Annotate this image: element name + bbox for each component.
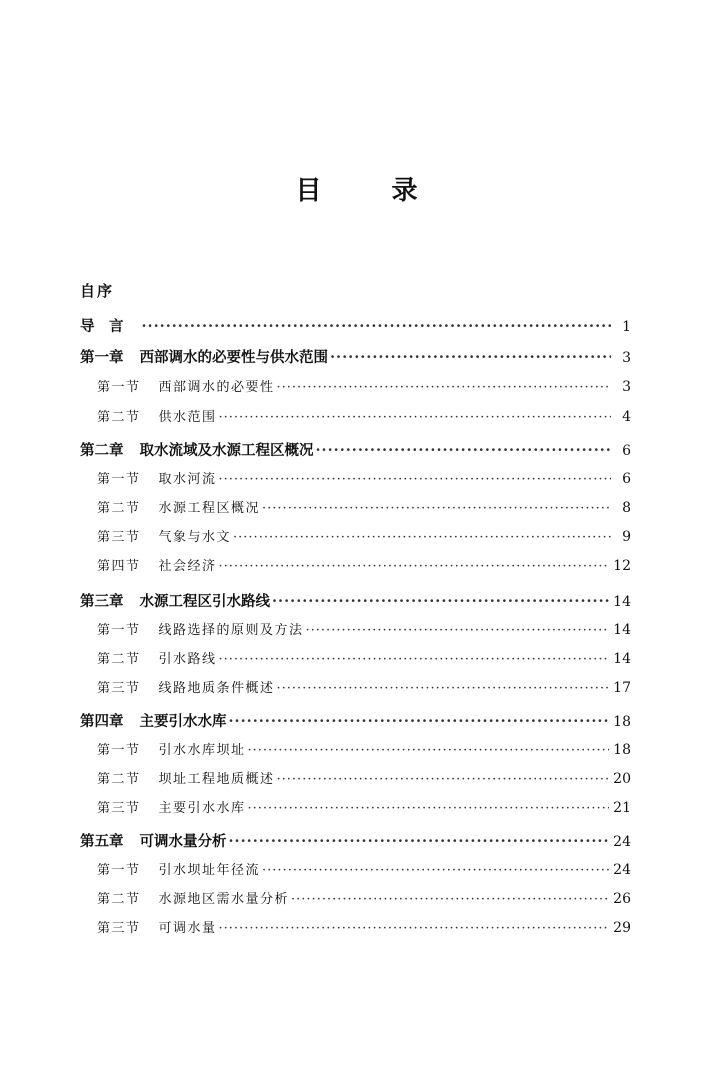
toc-leader-dots bbox=[233, 530, 611, 545]
toc-entry-label bbox=[97, 555, 217, 574]
toc-entry-label bbox=[97, 797, 246, 816]
toc-section-row bbox=[97, 497, 631, 516]
toc-page-number: 12 bbox=[613, 558, 631, 574]
toc-chapter-row bbox=[80, 590, 631, 611]
toc-entry-label bbox=[80, 315, 140, 336]
toc-page-number: 3 bbox=[622, 350, 631, 366]
toc-entry-title: 可调水量 bbox=[158, 921, 217, 936]
toc-page-number: 14 bbox=[613, 651, 631, 667]
toc-section-row bbox=[97, 739, 631, 758]
toc-leader-dots bbox=[306, 623, 610, 638]
toc-section-row bbox=[97, 555, 631, 574]
toc-entry-title: 水源工程区引水路线 bbox=[139, 593, 270, 610]
toc-entry-number: 第一节 bbox=[97, 623, 141, 638]
toc-entry-number: 第一节 bbox=[97, 743, 141, 758]
toc-entry-title: 线路选择的原则及方法 bbox=[158, 623, 304, 638]
toc-entry-label bbox=[97, 497, 260, 516]
toc-entry-title: 气象与水文 bbox=[158, 530, 232, 545]
toc-entry-label bbox=[80, 346, 328, 367]
toc-leader-dots bbox=[142, 318, 612, 335]
toc-entry-title: 供水范围 bbox=[158, 410, 217, 425]
toc-page-number: 9 bbox=[622, 529, 631, 545]
toc-entry-title: 西部调水的必要性 bbox=[158, 380, 275, 395]
toc-chapter-row bbox=[80, 830, 631, 851]
toc-page-number: 1 bbox=[622, 319, 631, 335]
toc-section-row bbox=[97, 768, 631, 787]
toc-entry-label bbox=[97, 648, 217, 667]
toc-entry-number: 第一节 bbox=[97, 472, 141, 487]
toc-entry-number: 第三节 bbox=[97, 921, 141, 936]
toc-entry-label bbox=[97, 768, 275, 787]
toc-section-row bbox=[97, 797, 631, 816]
toc-section-row bbox=[97, 917, 631, 936]
toc-leader-dots bbox=[229, 713, 610, 730]
toc-chapter-row bbox=[80, 346, 631, 367]
toc-page-number: 18 bbox=[613, 714, 631, 730]
toc-entry-label bbox=[97, 526, 231, 545]
toc-entry-number: 第三节 bbox=[97, 801, 141, 816]
toc-leader-dots bbox=[248, 801, 610, 816]
toc-leader-dots bbox=[277, 380, 611, 395]
toc-leader-dots bbox=[316, 442, 612, 459]
toc-section-row bbox=[97, 406, 631, 425]
toc-entry-title: 社会经济 bbox=[158, 559, 217, 574]
toc-entry-number: 第二节 bbox=[97, 652, 141, 667]
toc-page-number: 26 bbox=[613, 891, 631, 907]
toc-entry-label bbox=[80, 439, 314, 460]
toc-section-row bbox=[97, 468, 631, 487]
toc-entry-title: 主要引水水库 bbox=[158, 801, 246, 816]
toc-section-row bbox=[97, 526, 631, 545]
toc-entry-label bbox=[97, 739, 246, 758]
toc-entry-number: 第二节 bbox=[97, 772, 141, 787]
toc-chapter-row bbox=[80, 710, 631, 731]
toc-entry-title: 取水流域及水源工程区概况 bbox=[139, 442, 314, 459]
toc-entry-number: 第一节 bbox=[97, 380, 141, 395]
toc-page-number: 14 bbox=[613, 622, 631, 638]
toc-section-row bbox=[97, 648, 631, 667]
toc-entry-number: 第二章 bbox=[80, 442, 124, 459]
toc-page-number: 6 bbox=[622, 471, 631, 487]
toc-entry-number: 第五章 bbox=[80, 833, 124, 850]
toc-entry-label bbox=[97, 677, 275, 696]
toc-entry-number: 第四章 bbox=[80, 713, 124, 730]
toc-section-row bbox=[97, 677, 631, 696]
toc-page-number: 20 bbox=[613, 771, 631, 787]
toc-entry-label bbox=[97, 917, 217, 936]
toc-entry-number: 第三章 bbox=[80, 593, 124, 610]
toc-entry-title: 引水路线 bbox=[158, 652, 217, 667]
toc-leader-dots bbox=[219, 559, 610, 574]
toc-leader-dots bbox=[219, 921, 610, 936]
toc-leader-dots bbox=[229, 833, 610, 850]
toc-entry-label bbox=[97, 619, 304, 638]
toc-entry-title: 坝址工程地质概述 bbox=[158, 772, 275, 787]
toc-leader-dots bbox=[277, 681, 610, 696]
title-char-2: 录 bbox=[391, 176, 418, 206]
toc-entry-label bbox=[80, 710, 227, 731]
toc-section-row bbox=[97, 888, 631, 907]
toc-chapter-row bbox=[80, 315, 631, 336]
toc-entry-title: 可调水量分析 bbox=[139, 833, 227, 850]
toc-entry-label bbox=[80, 590, 270, 611]
toc-leader-dots bbox=[262, 501, 611, 516]
toc-entry-title: 水源地区需水量分析 bbox=[158, 892, 290, 907]
toc-entry-title: 引水坝址年径流 bbox=[158, 863, 261, 878]
toc-leader-dots bbox=[272, 593, 609, 610]
toc-page-number: 17 bbox=[613, 680, 631, 696]
toc-entry-label bbox=[97, 888, 289, 907]
toc-page-number: 3 bbox=[622, 379, 631, 395]
toc-page-number: 14 bbox=[613, 594, 631, 610]
toc-leader-dots bbox=[219, 652, 610, 667]
toc-leader-dots bbox=[330, 349, 611, 366]
toc-leader-dots bbox=[291, 892, 609, 907]
toc-leader-dots bbox=[277, 772, 610, 787]
toc-entry-number: 第二节 bbox=[97, 892, 141, 907]
toc-page-number: 29 bbox=[613, 920, 631, 936]
toc-entry-title: 线路地质条件概述 bbox=[158, 681, 275, 696]
toc-page-number: 8 bbox=[622, 500, 631, 516]
toc-entry-number: 第四节 bbox=[97, 559, 141, 574]
toc-section-row bbox=[97, 376, 631, 395]
toc-page-number: 18 bbox=[613, 742, 631, 758]
toc-entry-label bbox=[97, 859, 260, 878]
toc-entry-number: 第三节 bbox=[97, 681, 141, 696]
toc-page-number: 24 bbox=[613, 834, 631, 850]
toc-entry-title: 水源工程区概况 bbox=[158, 501, 261, 516]
toc-entry-label bbox=[97, 406, 217, 425]
toc-entry-number: 导 言 bbox=[80, 318, 124, 335]
preface-entry: 自序 bbox=[80, 282, 115, 300]
toc-page-number: 4 bbox=[622, 409, 631, 425]
toc-entry-title: 取水河流 bbox=[158, 472, 217, 487]
toc-entry-label bbox=[97, 376, 275, 395]
title-char-1: 目 bbox=[295, 176, 322, 206]
toc-entry-title: 引水水库坝址 bbox=[158, 743, 246, 758]
toc-leader-dots bbox=[248, 743, 610, 758]
toc-entry-label bbox=[80, 830, 227, 851]
toc-entry-label bbox=[97, 468, 217, 487]
toc-entry-number: 第一章 bbox=[80, 349, 124, 366]
toc-page-number: 6 bbox=[622, 443, 631, 459]
toc-entry-number: 第一节 bbox=[97, 863, 141, 878]
toc-leader-dots bbox=[262, 863, 609, 878]
toc-page-number: 24 bbox=[613, 862, 631, 878]
toc-chapter-row bbox=[80, 439, 631, 460]
toc-entry-title: 西部调水的必要性与供水范围 bbox=[139, 349, 328, 366]
toc-page-number: 21 bbox=[613, 800, 631, 816]
toc-section-row bbox=[97, 859, 631, 878]
toc-leader-dots bbox=[219, 472, 611, 487]
toc-entry-number: 第二节 bbox=[97, 410, 141, 425]
toc-entry-title: 主要引水水库 bbox=[139, 713, 227, 730]
toc-entry-number: 第二节 bbox=[97, 501, 141, 516]
toc-entry-number: 第三节 bbox=[97, 530, 141, 545]
toc-section-row bbox=[97, 619, 631, 638]
toc-leader-dots bbox=[219, 410, 611, 425]
